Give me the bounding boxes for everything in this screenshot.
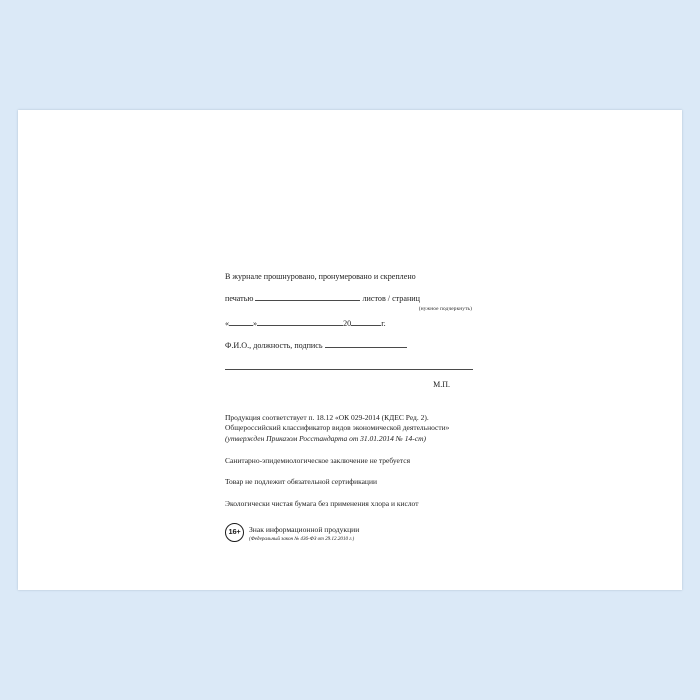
stamp-place-label: М.П. (433, 379, 450, 389)
year-suffix: г. (381, 319, 386, 329)
sheets-count-blank[interactable] (255, 292, 360, 301)
compliance-line-2: Общероссийский классификатор видов экономической деятельности» (225, 423, 450, 433)
compliance-line-3: (утвержден Приказом Росстандарта от 31.01.2014 № 14-ст) (225, 433, 426, 443)
fio-blank[interactable] (325, 339, 407, 348)
year-prefix: 20 (343, 319, 352, 329)
stamp-prefix-label: печатью (225, 293, 254, 303)
certification-statement: Товар не подлежит обязательной сертификации (225, 477, 377, 487)
spacer (225, 354, 475, 361)
date-line (225, 317, 475, 330)
spacer (225, 285, 475, 292)
age-rating-icon: 16+ (225, 523, 244, 542)
year-blank[interactable] (351, 317, 381, 326)
info-mark-law: (Федеральный закон № 436-ФЗ от 29.12.2010 г.) (249, 535, 355, 542)
eco-paper-statement: Экологически чистая бумага без применения хлора и кислот (225, 498, 419, 508)
sheets-suffix-label: листов / страниц (362, 293, 420, 303)
compliance-block (225, 413, 475, 510)
spacer (225, 332, 475, 339)
fio-label: Ф.И.О., должность, подпись (225, 341, 323, 351)
extra-signature-line (225, 361, 475, 374)
document-text-block (225, 272, 475, 543)
journal-line-2 (225, 292, 475, 305)
document-page (18, 110, 682, 590)
info-mark-text (249, 523, 359, 543)
fio-line (225, 339, 475, 352)
information-product-mark (225, 523, 475, 543)
journal-certification-block (225, 272, 475, 391)
day-blank[interactable] (229, 317, 253, 326)
month-blank[interactable] (257, 317, 343, 326)
journal-line-1: В журнале прошнуровано, пронумеровано и скреплено (225, 272, 416, 281)
compliance-line-1: Продукция соответствует п. 18.12 «ОК 029-2014 (КДЕС Ред. 2). (225, 412, 429, 422)
underline-note: (нужное подчеркнуть) (418, 305, 472, 312)
quote-close: » (253, 319, 258, 329)
info-mark-title: Знак информационной продукции (249, 524, 360, 534)
sanitary-statement: Санитарно-эпидемиологическое заключение не требуется (225, 455, 411, 465)
quote-open: « (225, 319, 230, 329)
extra-signature-blank[interactable] (225, 361, 473, 370)
